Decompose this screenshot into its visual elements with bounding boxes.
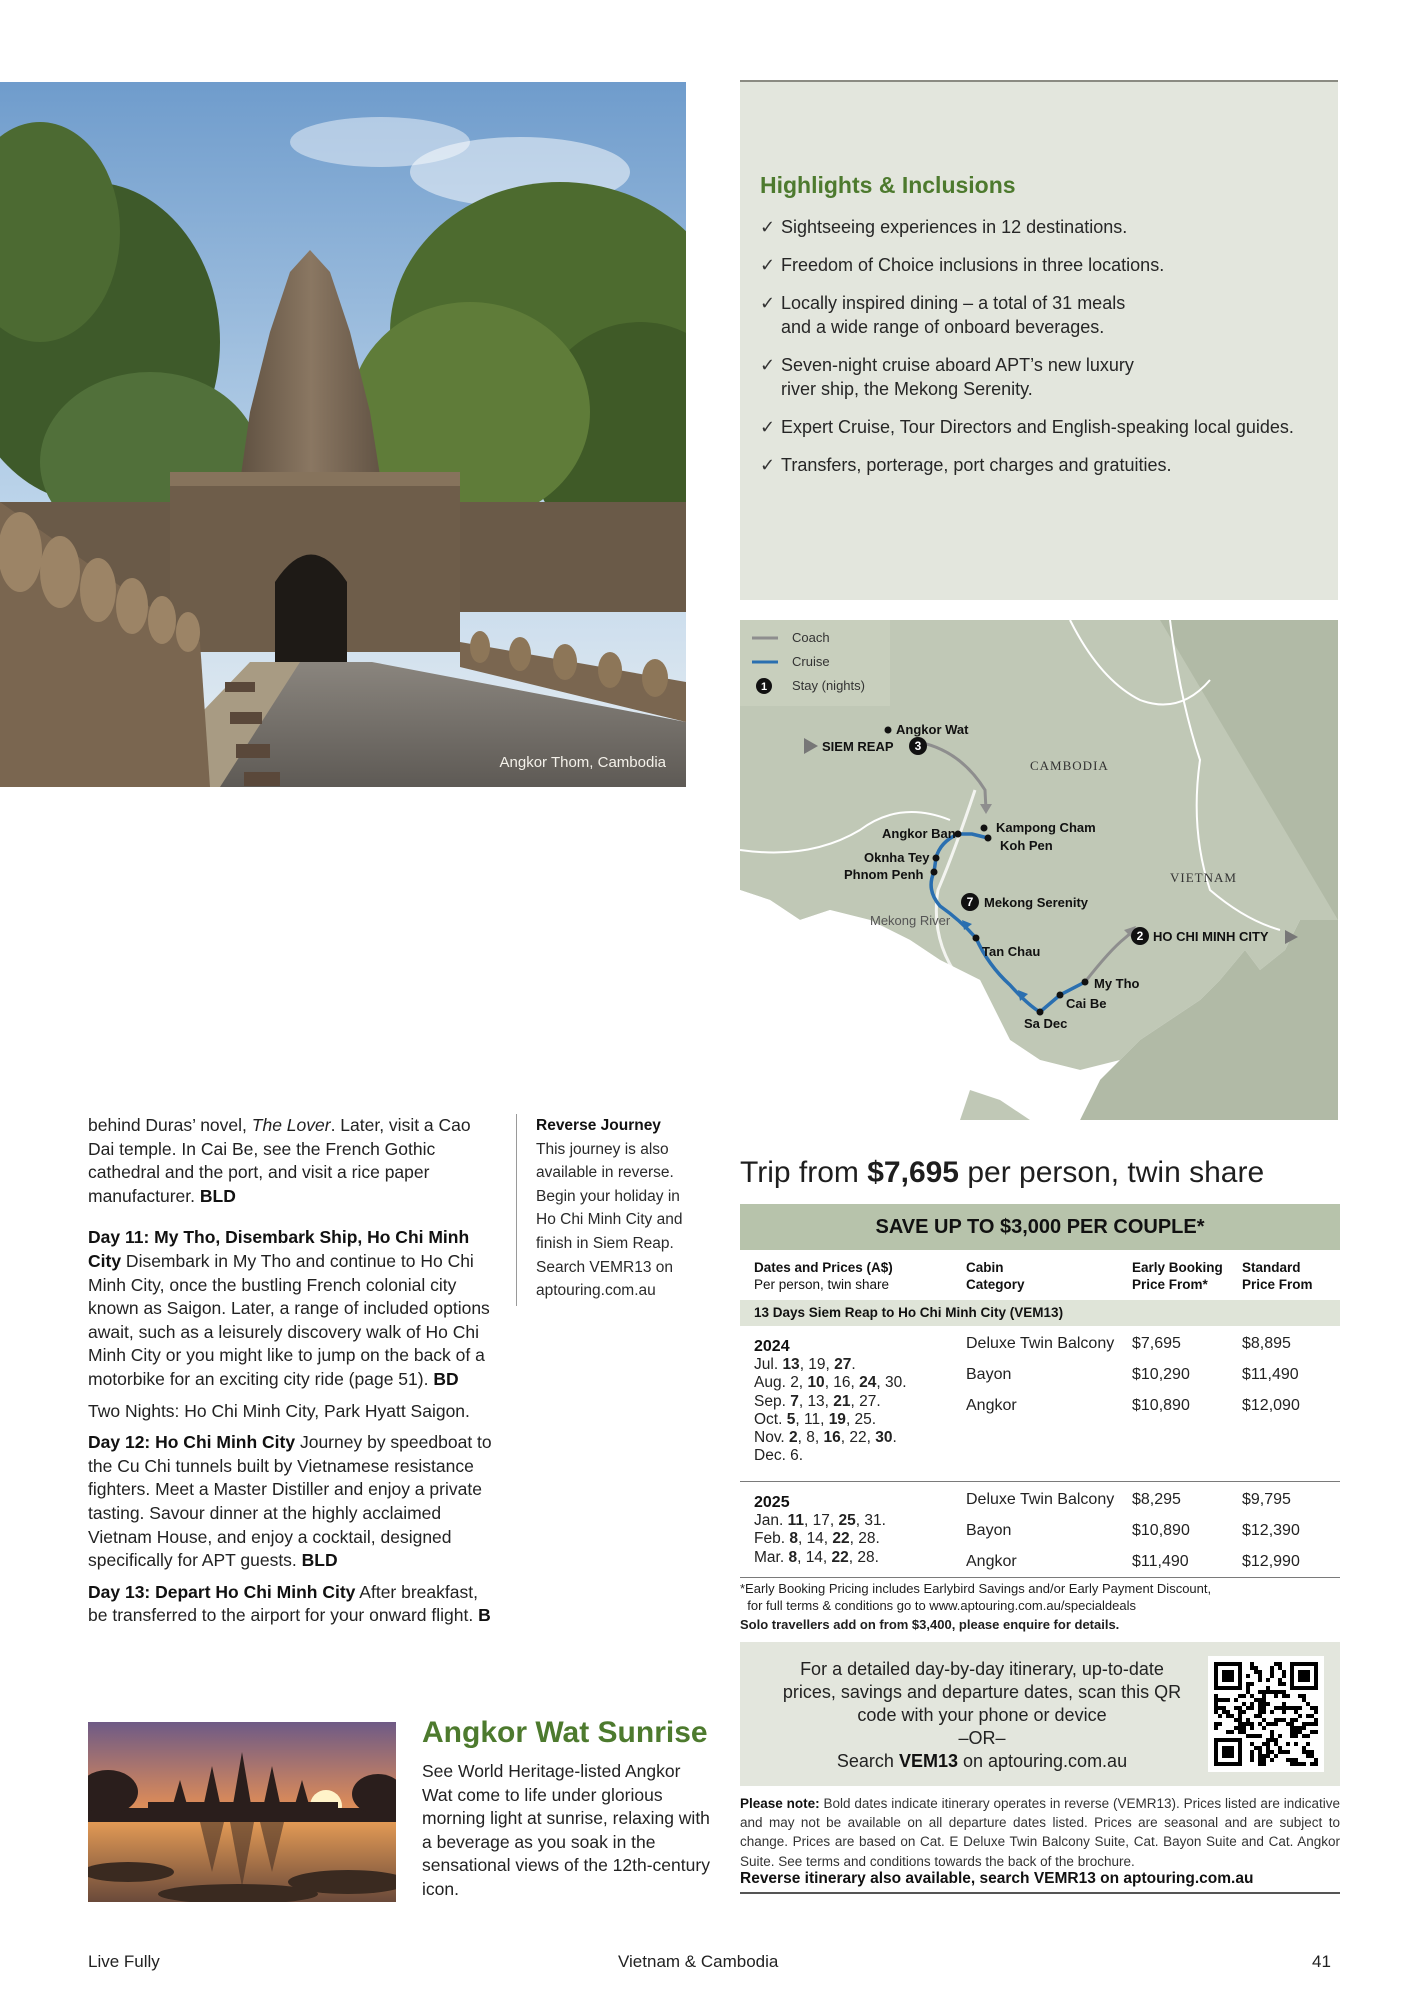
reverse-date: 22 — [832, 1530, 850, 1548]
date-text: , 22, — [840, 1429, 876, 1447]
check-icon: ✓ — [760, 355, 776, 375]
price-block-2025 — [740, 1482, 1340, 1578]
hero-photo — [0, 82, 686, 787]
date-line — [754, 1356, 907, 1374]
standard-price: $12,390 — [1242, 1522, 1300, 1539]
footer-left: Live Fully — [88, 1952, 160, 1971]
highlight-text — [781, 353, 1134, 401]
note-text: Bold dates indicate itinerary operates in reverse (VEMR13). Prices listed are indicative and may not be available on all departure dates listed. Prices are seasonal and are subject to change. Prices are based on Cat. E Deluxe Twin Balcony Suite, Cat. Bayon Suite and Cat. Angkor Suite. See terms and conditions towards the back of the brochure. — [740, 1796, 1340, 1869]
day-12-title: Day 12: Ho Chi Minh City — [88, 1432, 296, 1453]
highlight-line: Freedom of Choice inclusions in three locations. — [781, 255, 1165, 275]
note-label: Please note: — [740, 1796, 820, 1811]
date-text: Dec. 6. — [754, 1447, 804, 1465]
reverse-date: 16 — [823, 1429, 841, 1447]
reverse-date: 19 — [828, 1410, 846, 1428]
trip-price-heading — [740, 1156, 1264, 1190]
highlights-list — [760, 215, 1314, 477]
price-blocks — [740, 1326, 1340, 1578]
reverse-date: 7 — [790, 1392, 799, 1410]
day-11-text: Disembark in My Tho and continue to Ho Chi Minh City, once the bustling French colonial city known as Saigon. Later, a range of included options await, such as a leisurely discovery walk of Ho Chi Minh City or you might like to jump on the back of a motorbike for an exciting city ride (page 51). — [88, 1250, 490, 1389]
cabin-category: Angkor — [966, 1553, 1017, 1570]
trip-price: $7,695 — [867, 1156, 959, 1189]
early-booking-price: $7,695 — [1132, 1335, 1181, 1352]
day-12-text: Journey by speedboat to the Cu Chi tunnels built by Vietnamese resistance fighters. Meet a Master Distiller and enjoy a private tasting. Savour dinner at the highly acclaimed Vietnam House, and enjoy a cocktail, designed specifically for APT guests. — [88, 1432, 492, 1571]
date-text: , 27. — [850, 1392, 881, 1410]
header-standard — [1242, 1260, 1313, 1293]
place-cai-be: Cai Be — [1066, 996, 1107, 1011]
reverse-date: 2 — [789, 1429, 798, 1447]
day-13 — [88, 1581, 496, 1628]
check-icon: ✓ — [760, 255, 776, 275]
highlight-text — [781, 215, 1127, 239]
cabin-category: Deluxe Twin Balcony — [966, 1335, 1115, 1352]
route-map — [740, 620, 1338, 1120]
date-line — [754, 1530, 886, 1548]
header-standard-sub: Price From — [1242, 1276, 1313, 1292]
sunrise-photo — [88, 1722, 396, 1902]
date-line — [754, 1447, 907, 1465]
place-oknha-tey: Oknha Tey — [864, 850, 930, 865]
check-icon: ✓ — [760, 217, 776, 237]
date-text: . — [892, 1429, 897, 1447]
river-label: Mekong River — [870, 913, 951, 928]
place-siem-reap: SIEM REAP — [822, 739, 894, 754]
early-booking-price: $11,490 — [1132, 1553, 1189, 1570]
header-early — [1132, 1260, 1223, 1293]
highlight-text — [781, 415, 1294, 439]
cabin-category: Bayon — [966, 1366, 1012, 1383]
highlight-item — [760, 253, 1314, 277]
reverse-date: 22 — [831, 1548, 849, 1566]
highlight-text — [781, 253, 1164, 277]
qr-line: For a detailed day-by-day itinerary, up-to-date prices, savings and departure dates, scan this QR code with your phone or device — [782, 1659, 1182, 1725]
date-text: , 17, — [804, 1512, 839, 1530]
p1-book-title: The Lover — [251, 1115, 331, 1135]
header-cabin-label: Cabin — [966, 1260, 1004, 1275]
highlights-panel — [740, 80, 1338, 600]
highlight-line: Expert Cruise, Tour Directors and English-speaking local guides. — [781, 417, 1294, 437]
date-text: , 28. — [848, 1548, 879, 1566]
reverse-date: 10 — [807, 1374, 825, 1392]
footnote-2: for full terms & conditions go to www.aptouring.com.au/specialdeals — [740, 1598, 1136, 1613]
date-text: Sep. — [754, 1392, 791, 1410]
reverse-date: 11 — [787, 1512, 804, 1530]
trip-prefix: Trip from — [740, 1156, 868, 1189]
header-early-sub: Price From* — [1132, 1276, 1208, 1292]
date-text: Feb. — [754, 1530, 790, 1548]
date-line — [754, 1374, 907, 1392]
reverse-date: 5 — [786, 1410, 796, 1428]
country-cambodia: CAMBODIA — [1030, 758, 1109, 773]
reverse-date: 13 — [782, 1356, 800, 1374]
place-mekong-serenity: Mekong Serenity — [984, 895, 1089, 910]
legend-stay-label: Stay (nights) — [792, 678, 865, 693]
reverse-date: 27 — [834, 1356, 852, 1374]
standard-price: $12,990 — [1242, 1553, 1300, 1570]
header-dates-sub: Per person, twin share — [754, 1276, 890, 1292]
price-row — [966, 1366, 1340, 1397]
qr-code[interactable] — [1208, 1656, 1324, 1772]
place-angkor-ban: Angkor Ban — [882, 826, 956, 841]
highlight-line: Sightseeing experiences in 12 destinations. — [781, 217, 1128, 237]
day-11 — [88, 1226, 496, 1391]
day-13-text: After breakfast, be transferred to the airport for your onward flight. — [88, 1581, 479, 1626]
reverse-journey-box — [516, 1114, 704, 1306]
qr-box — [740, 1642, 1340, 1786]
pricing-footnotes — [740, 1580, 1340, 1633]
date-text: , 8, — [797, 1429, 824, 1447]
footer-center: Vietnam & Cambodia — [618, 1952, 779, 1971]
place-kampong-cham: Kampong Cham — [996, 820, 1096, 835]
highlight-line: and a wide range of onboard beverages. — [781, 317, 1105, 337]
date-text: Jan. — [754, 1512, 788, 1530]
hero-caption: Angkor Thom, Cambodia — [499, 754, 666, 771]
place-koh-pen: Koh Pen — [1000, 838, 1053, 853]
day-11-meals: BD — [433, 1368, 459, 1389]
price-table — [740, 1258, 1340, 1578]
save-banner: SAVE UP TO $3,000 PER COUPLE* — [740, 1204, 1340, 1250]
sunrise-text: See World Heritage-listed Angkor Wat come to life under glorious morning light at sunrise, relaxing with a beverage as you soak in the sensational views of the 12th-century icon. — [422, 1761, 710, 1899]
place-tan-chau: Tan Chau — [982, 944, 1041, 959]
departure-year: 2024 — [754, 1338, 790, 1355]
angkor-thom-illustration — [0, 82, 686, 787]
early-booking-price: $10,890 — [1132, 1522, 1190, 1539]
date-line — [754, 1393, 907, 1411]
solo-note: Solo travellers add on from $3,400, please enquire for details. — [740, 1617, 1120, 1632]
reverse-date: 30 — [875, 1429, 893, 1447]
p1-meals: BLD — [199, 1185, 236, 1206]
reverse-journey-text: This journey is also available in reverse. Begin your holiday in Ho Chi Minh City and finish in Siem Reap. Search VEMR13 on aptouring.com.au — [536, 1140, 683, 1300]
header-dates — [754, 1260, 893, 1293]
sunrise-title: Angkor Wat Sunrise — [422, 1716, 708, 1749]
legend-stay-number: 1 — [760, 681, 768, 693]
two-nights: Two Nights: Ho Chi Minh City, Park Hyatt Saigon. — [88, 1400, 470, 1421]
date-text: Mar. — [754, 1548, 789, 1566]
standard-price: $11,490 — [1242, 1366, 1299, 1383]
highlight-line: Seven-night cruise aboard APT’s new luxury — [781, 355, 1134, 375]
check-icon: ✓ — [760, 417, 776, 437]
highlights-title: Highlights & Inclusions — [760, 172, 1016, 198]
date-text: Oct. — [754, 1410, 787, 1428]
date-text: , 19, — [799, 1356, 835, 1374]
cabin-category: Angkor — [966, 1397, 1017, 1414]
day-12-meals: BLD — [301, 1550, 338, 1571]
qr-search-suffix: on aptouring.com.au — [957, 1751, 1128, 1771]
header-cabin-sub: Category — [966, 1276, 1025, 1292]
standard-price: $9,795 — [1242, 1491, 1291, 1508]
date-text: , 16, — [824, 1374, 860, 1392]
cabin-category: Bayon — [966, 1522, 1012, 1539]
qr-search-code: VEM13 — [898, 1751, 958, 1771]
date-text: , 31. — [855, 1512, 886, 1530]
place-sa-dec: Sa Dec — [1024, 1016, 1068, 1031]
highlight-item — [760, 415, 1314, 439]
date-text: , 13, — [798, 1392, 834, 1410]
please-note — [740, 1794, 1340, 1871]
header-standard-label: Standard — [1242, 1260, 1301, 1275]
check-icon: ✓ — [760, 455, 776, 475]
header-dates-label: Dates and Prices (A$) — [754, 1260, 893, 1275]
date-text: , 30. — [876, 1374, 907, 1392]
day-11-title: Day 11: My Tho, Disembark Ship, Ho Chi Minh City — [88, 1227, 470, 1271]
footer-page-number: 41 — [1312, 1952, 1331, 1971]
departure-dates — [754, 1338, 907, 1465]
qr-text — [772, 1658, 1192, 1773]
route-map-graphic — [740, 620, 1338, 1120]
date-text: , 11, — [795, 1410, 829, 1428]
date-text: Jul. — [754, 1356, 783, 1374]
country-vietnam: VIETNAM — [1170, 870, 1237, 885]
standard-price: $8,895 — [1242, 1335, 1291, 1352]
date-text: . — [851, 1356, 856, 1374]
highlight-text — [781, 453, 1172, 477]
angkor-wat-sunrise-illustration — [88, 1722, 396, 1902]
ship-nights: 7 — [966, 895, 974, 909]
price-row — [966, 1522, 1340, 1553]
reverse-date: 8 — [788, 1548, 798, 1566]
footnote-1: *Early Booking Pricing includes Earlybird Savings and/or Early Payment Discount, — [740, 1581, 1212, 1596]
date-line — [754, 1512, 886, 1530]
date-line — [754, 1411, 907, 1429]
reverse-date: 24 — [859, 1374, 877, 1392]
reverse-date: 25 — [838, 1512, 856, 1530]
highlight-item — [760, 453, 1314, 477]
early-booking-price: $10,290 — [1132, 1366, 1190, 1383]
day-13-meals: B — [478, 1605, 491, 1626]
departure-dates — [754, 1494, 886, 1567]
check-icon: ✓ — [760, 293, 776, 313]
date-text: , 14, — [797, 1548, 832, 1566]
cabin-category: Deluxe Twin Balcony — [966, 1491, 1115, 1508]
place-ho-chi-minh: HO CHI MINH CITY — [1153, 929, 1269, 944]
siem-reap-nights: 3 — [914, 739, 922, 753]
price-row — [966, 1491, 1340, 1522]
day-13-title: Day 13: Depart Ho Chi Minh City — [88, 1581, 356, 1602]
highlight-item — [760, 215, 1314, 239]
price-rows — [966, 1491, 1340, 1584]
date-text: , 25. — [845, 1410, 877, 1428]
early-booking-price: $8,295 — [1132, 1491, 1181, 1508]
highlight-line: Transfers, porterage, port charges and gratuities. — [781, 455, 1172, 475]
date-text: , 14, — [797, 1530, 833, 1548]
trip-suffix: per person, twin share — [959, 1156, 1265, 1189]
early-booking-price: $10,890 — [1132, 1397, 1190, 1414]
legend-coach-label: Coach — [792, 630, 830, 645]
qr-search — [772, 1750, 1192, 1773]
highlight-item — [760, 353, 1314, 401]
highlight-line: Locally inspired dining – a total of 31 meals — [781, 293, 1126, 313]
legend-cruise-label: Cruise — [792, 654, 830, 669]
highlight-item — [760, 291, 1314, 339]
hcmc-nights: 2 — [1136, 929, 1144, 943]
header-cabin — [966, 1260, 1025, 1293]
price-table-header — [740, 1258, 1340, 1300]
place-my-tho: My Tho — [1094, 976, 1140, 991]
date-text: , 28. — [849, 1530, 880, 1548]
highlight-text — [781, 291, 1125, 339]
itinerary-continued — [88, 1114, 496, 1208]
reverse-itinerary-note: Reverse itinerary also available, search VEMR13 on aptouring.com.au — [740, 1870, 1340, 1894]
price-block-2024 — [740, 1326, 1340, 1482]
departure-year: 2025 — [754, 1494, 790, 1511]
price-row — [966, 1397, 1340, 1428]
place-angkor-wat: Angkor Wat — [896, 722, 969, 737]
route-bar: 13 Days Siem Reap to Ho Chi Minh City (VEM13) — [740, 1300, 1340, 1326]
standard-price: $12,090 — [1242, 1397, 1300, 1414]
header-early-label: Early Booking — [1132, 1260, 1223, 1275]
qr-code-icon — [1214, 1662, 1318, 1766]
price-row — [966, 1335, 1340, 1366]
date-line — [754, 1549, 886, 1567]
reverse-date: 8 — [789, 1530, 798, 1548]
qr-or: –OR– — [958, 1728, 1006, 1748]
reverse-journey-title: Reverse Journey — [536, 1117, 661, 1134]
reverse-date: 21 — [833, 1392, 851, 1410]
day-12 — [88, 1431, 496, 1573]
itinerary-column — [88, 1114, 496, 1636]
date-text: Nov. — [754, 1429, 790, 1447]
p1-text-b: . Later, visit a Cao Dai temple. In Cai Be, see the French Gothic cathedral and the port, and visit a rice paper manufacturer. — [88, 1115, 471, 1206]
qr-search-prefix: Search — [836, 1751, 899, 1771]
highlight-line: river ship, the Mekong Serenity. — [781, 379, 1033, 399]
date-text: Aug. 2, — [754, 1374, 808, 1392]
place-phnom-penh: Phnom Penh — [844, 867, 924, 882]
p1-text-a: behind Duras’ novel, — [88, 1115, 252, 1135]
price-rows — [966, 1335, 1340, 1428]
date-line — [754, 1429, 907, 1447]
